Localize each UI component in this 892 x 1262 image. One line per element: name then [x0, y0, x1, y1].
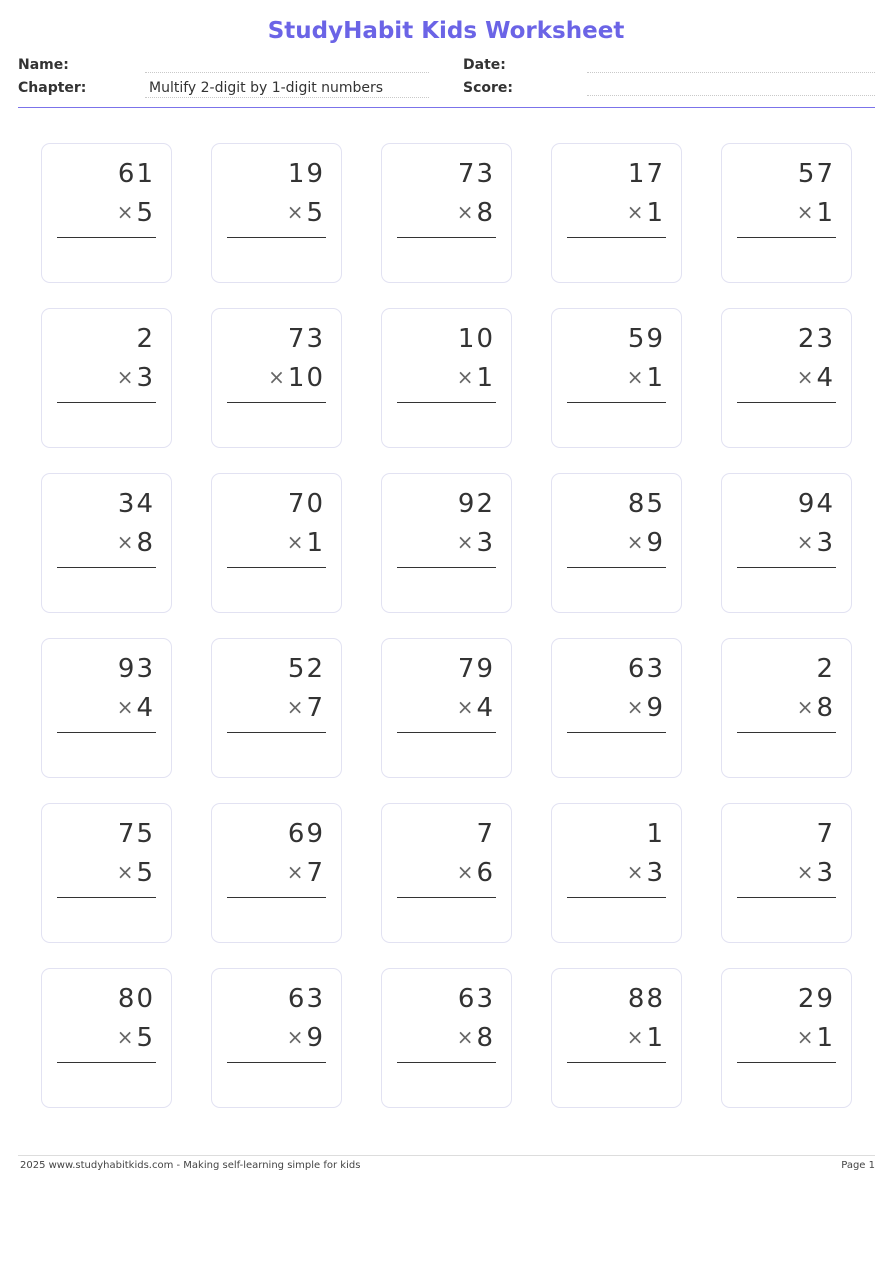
times-sign: × — [796, 200, 814, 224]
problem-card — [211, 473, 342, 613]
multiplier: 5 — [136, 198, 155, 228]
multiplicand: 88 — [627, 984, 665, 1014]
multiplicand: 63 — [627, 654, 665, 684]
multiplier: 9 — [646, 693, 665, 723]
score-field-line[interactable] — [587, 95, 875, 96]
worksheet-title: StudyHabit Kids Worksheet — [267, 18, 625, 44]
problem-card — [211, 143, 342, 283]
problem-card — [381, 143, 512, 283]
multiplicand: 80 — [117, 984, 155, 1014]
multiplier: 8 — [816, 693, 835, 723]
answer-line[interactable] — [397, 237, 496, 238]
problem-card — [721, 308, 852, 448]
multiplier-row — [457, 858, 495, 888]
problem-card — [551, 803, 682, 943]
footer-divider — [18, 1155, 875, 1156]
answer-line[interactable] — [227, 897, 326, 898]
problem-card — [381, 803, 512, 943]
problem-card — [551, 638, 682, 778]
multiplicand: 2 — [136, 324, 155, 354]
times-sign: × — [626, 530, 644, 554]
times-sign: × — [116, 365, 134, 389]
multiplier-row — [627, 528, 665, 558]
problem-card — [721, 638, 852, 778]
answer-line[interactable] — [567, 1062, 666, 1063]
times-sign: × — [286, 530, 304, 554]
score-label: Score: — [463, 80, 513, 96]
answer-line[interactable] — [397, 567, 496, 568]
multiplier-row — [797, 198, 835, 228]
problem-card — [551, 308, 682, 448]
multiplier-row — [627, 858, 665, 888]
multiplicand: 92 — [457, 489, 495, 519]
multiplier-row — [627, 198, 665, 228]
multiplier: 1 — [646, 198, 665, 228]
times-sign: × — [116, 200, 134, 224]
answer-line[interactable] — [227, 1062, 326, 1063]
problem-card — [41, 308, 172, 448]
answer-line[interactable] — [737, 567, 836, 568]
problem-card — [721, 803, 852, 943]
times-sign: × — [626, 200, 644, 224]
multiplicand: 23 — [797, 324, 835, 354]
multiplicand: 2 — [816, 654, 835, 684]
times-sign: × — [796, 695, 814, 719]
multiplicand: 63 — [287, 984, 325, 1014]
multiplier: 7 — [306, 858, 325, 888]
problem-card — [381, 968, 512, 1108]
multiplier-row — [457, 528, 495, 558]
problem-card — [41, 143, 172, 283]
problem-grid — [41, 143, 852, 1108]
multiplier: 9 — [306, 1023, 325, 1053]
answer-line[interactable] — [227, 402, 326, 403]
multiplicand: 63 — [457, 984, 495, 1014]
multiplier-row — [287, 858, 325, 888]
page-number: Page 1 — [841, 1160, 875, 1171]
multiplier-row — [627, 363, 665, 393]
multiplier: 3 — [646, 858, 665, 888]
multiplier: 5 — [306, 198, 325, 228]
answer-line[interactable] — [397, 732, 496, 733]
times-sign: × — [286, 200, 304, 224]
times-sign: × — [456, 200, 474, 224]
multiplicand: 93 — [117, 654, 155, 684]
multiplicand: 17 — [627, 159, 665, 189]
problem-card — [721, 143, 852, 283]
multiplier: 1 — [646, 1023, 665, 1053]
answer-line[interactable] — [397, 402, 496, 403]
answer-line[interactable] — [57, 402, 156, 403]
problem-card — [41, 803, 172, 943]
times-sign: × — [796, 365, 814, 389]
multiplier: 8 — [136, 528, 155, 558]
times-sign: × — [116, 860, 134, 884]
answer-line[interactable] — [227, 237, 326, 238]
header-divider — [18, 107, 875, 108]
multiplicand: 73 — [457, 159, 495, 189]
chapter-field-line — [145, 97, 429, 98]
multiplier-row — [627, 1023, 665, 1053]
problem-card — [381, 638, 512, 778]
multiplier-row — [797, 528, 835, 558]
times-sign: × — [796, 1025, 814, 1049]
chapter-label: Chapter: — [18, 80, 87, 96]
times-sign: × — [456, 530, 474, 554]
multiplier: 3 — [476, 528, 495, 558]
answer-line[interactable] — [737, 402, 836, 403]
times-sign: × — [116, 530, 134, 554]
problem-card — [721, 968, 852, 1108]
problem-card — [551, 473, 682, 613]
answer-line[interactable] — [57, 237, 156, 238]
times-sign: × — [456, 1025, 474, 1049]
multiplier-row — [627, 693, 665, 723]
multiplier-row — [117, 693, 155, 723]
problem-card — [551, 143, 682, 283]
multiplier: 4 — [136, 693, 155, 723]
multiplier: 4 — [476, 693, 495, 723]
answer-line[interactable] — [737, 1062, 836, 1063]
date-label: Date: — [463, 57, 506, 73]
multiplier: 9 — [646, 528, 665, 558]
answer-line[interactable] — [397, 897, 496, 898]
times-sign: × — [286, 860, 304, 884]
multiplicand: 69 — [287, 819, 325, 849]
footer-copyright: 2025 www.studyhabitkids.com - Making self-learning simple for kids — [20, 1160, 361, 1171]
multiplier-row — [457, 198, 495, 228]
problem-card — [381, 308, 512, 448]
problem-card — [551, 968, 682, 1108]
answer-line[interactable] — [737, 897, 836, 898]
multiplier: 10 — [287, 363, 325, 393]
multiplier: 6 — [476, 858, 495, 888]
times-sign: × — [286, 1025, 304, 1049]
answer-line[interactable] — [737, 732, 836, 733]
multiplier-row — [287, 693, 325, 723]
times-sign: × — [626, 860, 644, 884]
multiplier: 5 — [136, 858, 155, 888]
multiplier-row — [117, 528, 155, 558]
name-field-line[interactable] — [145, 72, 429, 73]
times-sign: × — [116, 1025, 134, 1049]
name-label: Name: — [18, 57, 69, 73]
multiplicand: 19 — [287, 159, 325, 189]
problem-card — [721, 473, 852, 613]
multiplicand: 61 — [117, 159, 155, 189]
answer-line[interactable] — [227, 567, 326, 568]
answer-line[interactable] — [737, 237, 836, 238]
times-sign: × — [268, 365, 285, 389]
times-sign: × — [796, 530, 814, 554]
multiplier: 8 — [476, 1023, 495, 1053]
multiplier-row — [287, 198, 325, 228]
chapter-value: Multify 2-digit by 1-digit numbers — [149, 80, 384, 96]
multiplicand: 85 — [627, 489, 665, 519]
answer-line[interactable] — [227, 732, 326, 733]
answer-line[interactable] — [57, 1062, 156, 1063]
multiplier-row — [117, 858, 155, 888]
multiplier: 1 — [476, 363, 495, 393]
answer-line[interactable] — [567, 402, 666, 403]
multiplicand: 94 — [797, 489, 835, 519]
multiplier-row — [797, 1023, 835, 1053]
problem-card — [381, 473, 512, 613]
multiplier: 8 — [476, 198, 495, 228]
problem-card — [41, 473, 172, 613]
times-sign: × — [456, 695, 474, 719]
multiplier-row — [457, 1023, 495, 1053]
answer-line[interactable] — [567, 237, 666, 238]
answer-line[interactable] — [57, 732, 156, 733]
multiplicand: 52 — [287, 654, 325, 684]
multiplier-row — [797, 363, 835, 393]
answer-line[interactable] — [397, 1062, 496, 1063]
multiplier-row — [287, 528, 325, 558]
multiplier-row — [117, 1023, 155, 1053]
times-sign: × — [456, 365, 474, 389]
problem-card — [211, 308, 342, 448]
multiplicand: 29 — [797, 984, 835, 1014]
problem-card — [41, 638, 172, 778]
multiplier: 3 — [136, 363, 155, 393]
answer-line[interactable] — [57, 567, 156, 568]
date-field-line[interactable] — [587, 72, 875, 73]
multiplicand: 1 — [646, 819, 665, 849]
multiplicand: 7 — [476, 819, 495, 849]
multiplicand: 79 — [457, 654, 495, 684]
multiplier-row — [797, 693, 835, 723]
multiplicand: 57 — [797, 159, 835, 189]
times-sign: × — [796, 860, 814, 884]
problem-card — [211, 968, 342, 1108]
multiplier: 7 — [306, 693, 325, 723]
multiplicand: 7 — [816, 819, 835, 849]
multiplier: 3 — [816, 858, 835, 888]
problem-card — [41, 968, 172, 1108]
multiplicand: 34 — [117, 489, 155, 519]
multiplier: 4 — [816, 363, 835, 393]
multiplier-row — [457, 693, 495, 723]
multiplier-row — [117, 198, 155, 228]
multiplicand: 10 — [457, 324, 495, 354]
multiplier-row — [287, 1023, 325, 1053]
multiplier-row — [117, 363, 155, 393]
multiplier: 3 — [816, 528, 835, 558]
multiplier-row — [268, 363, 325, 393]
multiplicand: 70 — [287, 489, 325, 519]
multiplier-row — [457, 363, 495, 393]
answer-line[interactable] — [567, 732, 666, 733]
answer-line[interactable] — [57, 897, 156, 898]
answer-line[interactable] — [567, 897, 666, 898]
times-sign: × — [286, 695, 304, 719]
multiplier-row — [797, 858, 835, 888]
multiplier: 1 — [646, 363, 665, 393]
problem-card — [211, 803, 342, 943]
multiplier: 1 — [816, 1023, 835, 1053]
problem-card — [211, 638, 342, 778]
times-sign: × — [626, 1025, 644, 1049]
answer-line[interactable] — [567, 567, 666, 568]
multiplier: 1 — [816, 198, 835, 228]
multiplier: 5 — [136, 1023, 155, 1053]
times-sign: × — [116, 695, 134, 719]
times-sign: × — [626, 695, 644, 719]
times-sign: × — [456, 860, 474, 884]
multiplicand: 75 — [117, 819, 155, 849]
multiplicand: 59 — [627, 324, 665, 354]
multiplier: 1 — [306, 528, 325, 558]
multiplicand: 73 — [287, 324, 325, 354]
times-sign: × — [626, 365, 644, 389]
